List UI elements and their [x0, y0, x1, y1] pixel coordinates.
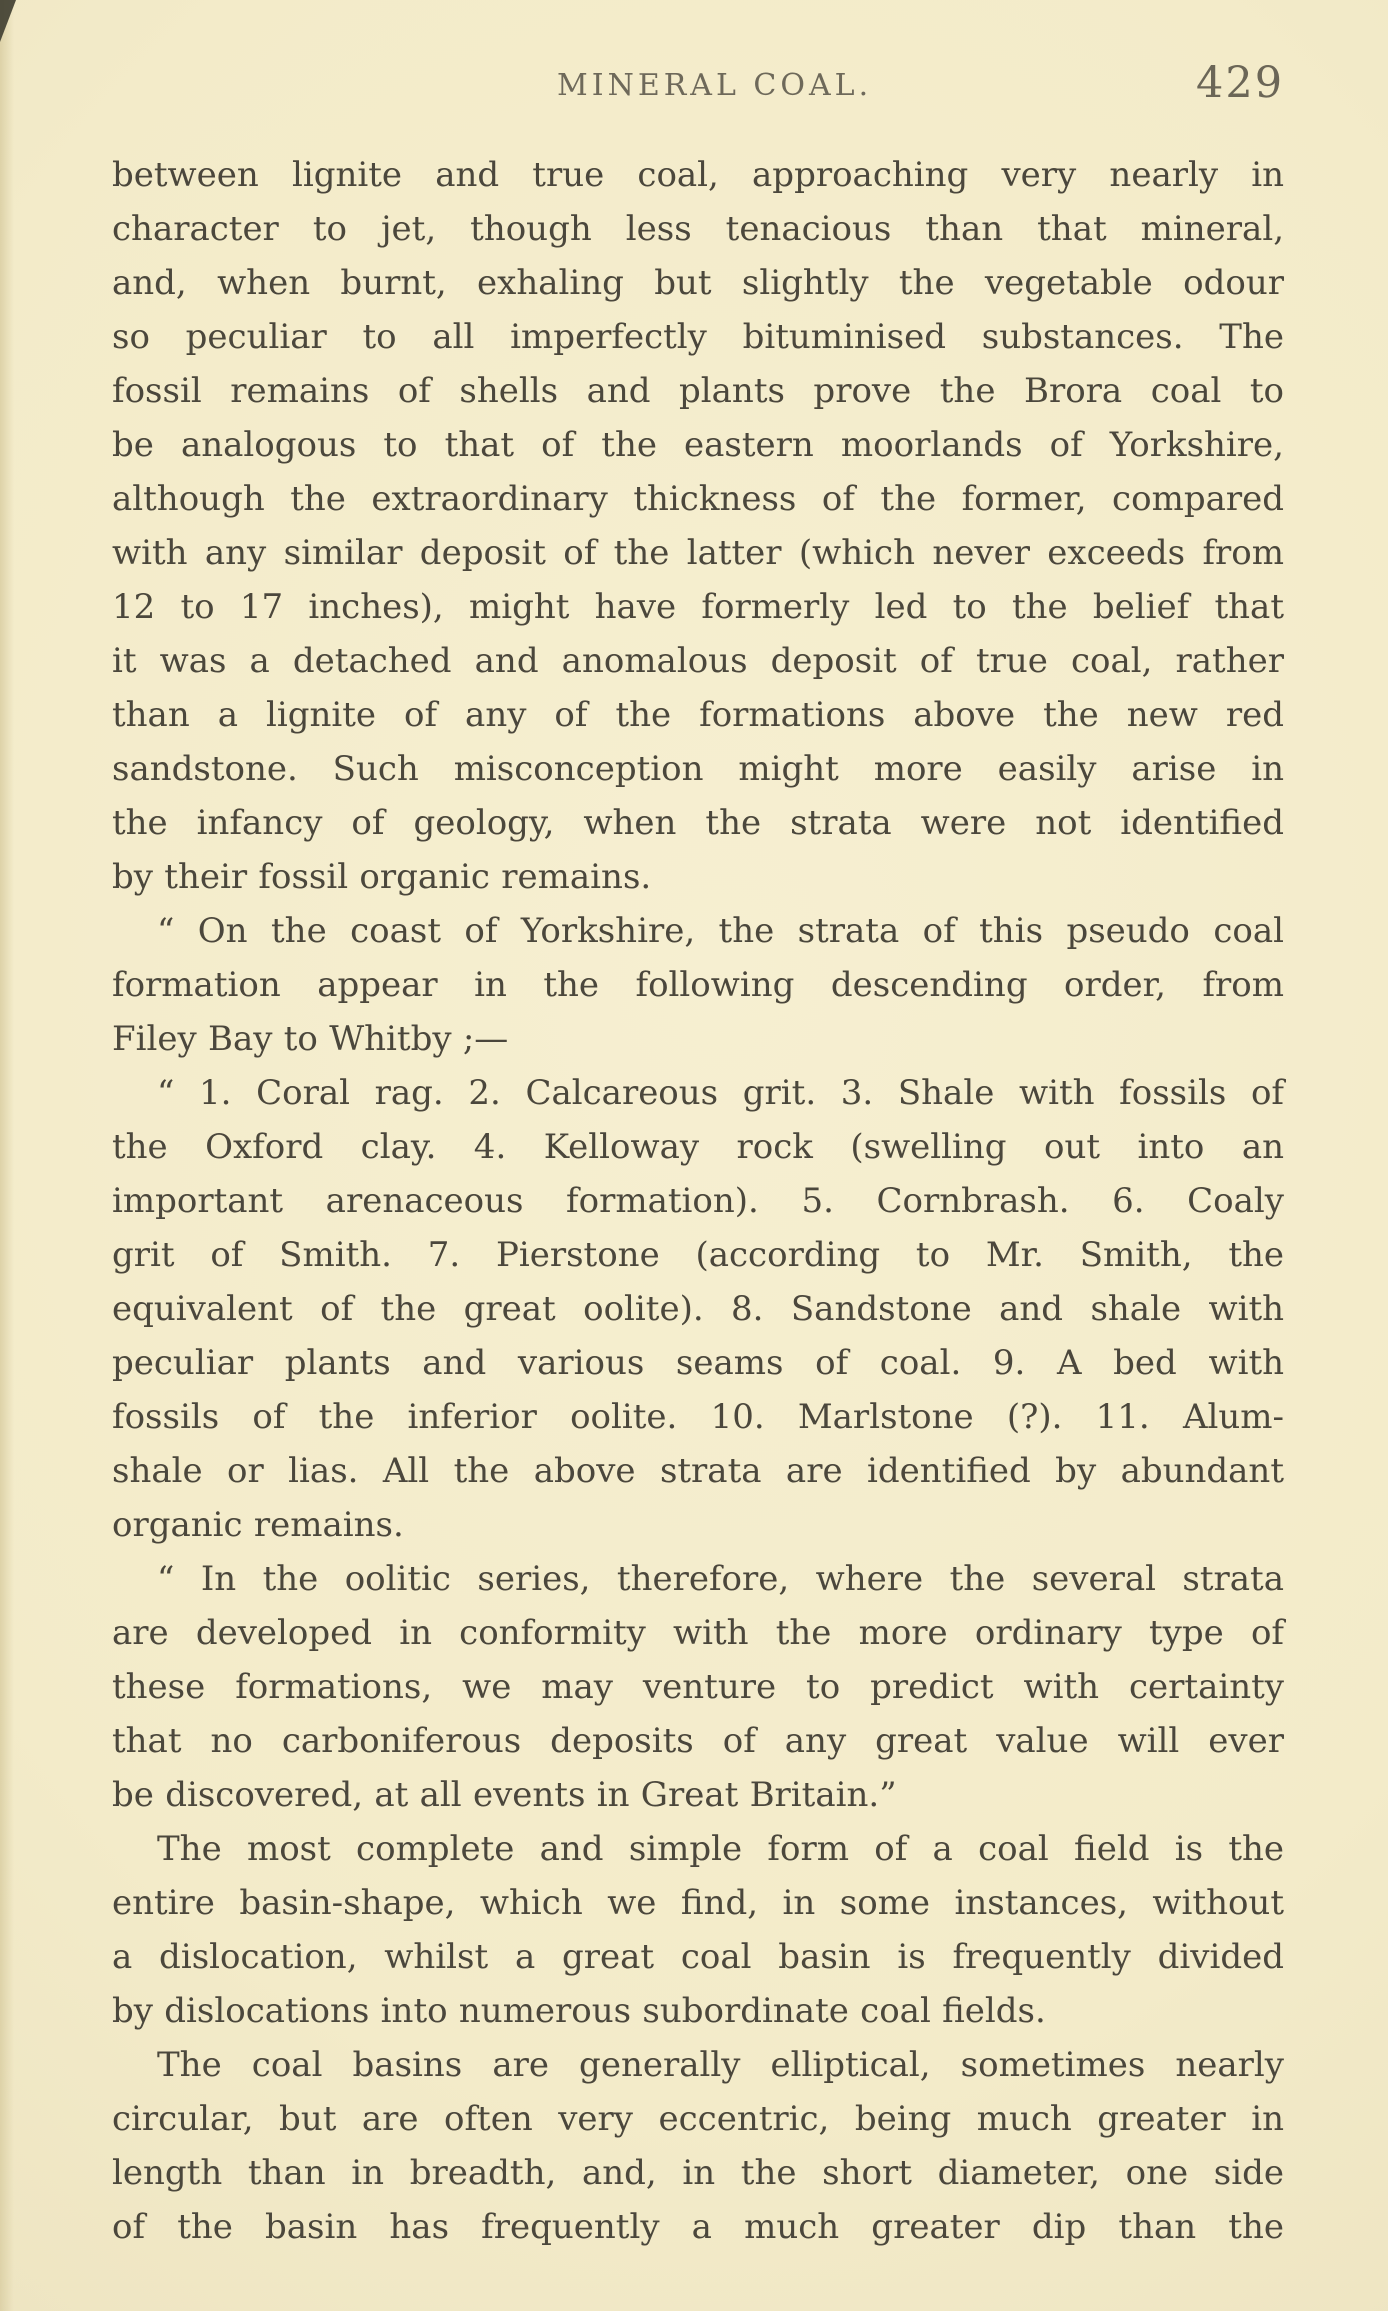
text-line-p1-l13: the infancy of geology, when the strata were not identified: [112, 803, 1284, 843]
page-text-block: [112, 148, 1284, 2254]
text-line-p2-l3: Filey Bay to Whitby ;—: [112, 1019, 509, 1059]
text-line-p6-l2: circular, but are often very eccentric, being much greater in: [112, 2099, 1284, 2139]
text-line-p3-l9: organic remains.: [112, 1505, 404, 1545]
text-line-p2-l1: “ On the coast of Yorkshire, the strata of this pseudo coal: [157, 911, 1284, 951]
text-line-p1-l9: 12 to 17 inches), might have formerly led to the belief that: [112, 587, 1284, 627]
text-line-p1-l8: with any similar deposit of the latter (which never exceeds from: [112, 533, 1284, 573]
text-line-p3-l8: shale or lias. All the above strata are identified by abundant: [112, 1451, 1284, 1491]
text-line-p1-l11: than a lignite of any of the formations above the new red: [112, 695, 1284, 735]
text-line-p4-l2: are developed in conformity with the more ordinary type of: [112, 1613, 1284, 1653]
text-line-p4-l3: these formations, we may venture to predict with certainty: [112, 1667, 1284, 1707]
text-line-p1-l6: be analogous to that of the eastern moorlands of Yorkshire,: [112, 425, 1284, 465]
text-line-p3-l6: peculiar plants and various seams of coal. 9. A bed with: [112, 1343, 1284, 1383]
text-line-p5-l4: by dislocations into numerous subordinate coal fields.: [112, 1991, 1046, 2031]
text-line-p5-l1: The most complete and simple form of a coal field is the: [157, 1829, 1284, 1869]
scan-corner-blemish: [0, 0, 16, 42]
text-line-p1-l10: it was a detached and anomalous deposit of true coal, rather: [112, 641, 1284, 681]
text-line-p3-l1: “ 1. Coral rag. 2. Calcareous grit. 3. Shale with fossils of: [157, 1073, 1284, 1113]
text-line-p3-l5: equivalent of the great oolite). 8. Sandstone and shale with: [112, 1289, 1284, 1329]
text-line-p5-l2: entire basin-shape, which we find, in some instances, without: [112, 1883, 1284, 1923]
text-line-p3-l4: grit of Smith. 7. Pierstone (according to Mr. Smith, the: [112, 1235, 1284, 1275]
text-line-p1-l5: fossil remains of shells and plants prove the Brora coal to: [112, 371, 1284, 411]
text-line-p3-l2: the Oxford clay. 4. Kelloway rock (swelling out into an: [112, 1127, 1284, 1167]
text-line-p1-l4: so peculiar to all imperfectly bituminised substances. The: [112, 317, 1284, 357]
text-line-p1-l12: sandstone. Such misconception might more easily arise in: [112, 749, 1284, 789]
text-line-p1-l7: although the extraordinary thickness of the former, compared: [112, 479, 1284, 519]
text-line-p2-l2: formation appear in the following descending order, from: [112, 965, 1284, 1005]
text-line-p5-l3: a dislocation, whilst a great coal basin is frequently divided: [112, 1937, 1284, 1977]
text-line-p3-l3: important arenaceous formation). 5. Cornbrash. 6. Coaly: [112, 1181, 1284, 1221]
scan-edge-shading: [0, 0, 14, 2311]
text-line-p1-l2: character to jet, though less tenacious than that mineral,: [112, 209, 1284, 249]
text-line-p4-l1: “ In the oolitic series, therefore, where the several strata: [157, 1559, 1284, 1599]
text-line-p1-l1: between lignite and true coal, approaching very nearly in: [112, 155, 1284, 195]
text-line-p4-l4: that no carboniferous deposits of any great value will ever: [112, 1721, 1284, 1761]
text-line-p1-l14: by their fossil organic remains.: [112, 857, 652, 897]
text-line-p6-l4: of the basin has frequently a much greater dip than the: [112, 2207, 1284, 2247]
running-header-title: MINERAL COAL.: [557, 68, 873, 103]
text-line-p6-l1: The coal basins are generally elliptical, sometimes nearly: [157, 2045, 1284, 2085]
text-line-p3-l7: fossils of the inferior oolite. 10. Marlstone (?). 11. Alum-: [112, 1397, 1284, 1437]
text-line-p4-l5: be discovered, at all events in Great Britain.”: [112, 1775, 897, 1815]
page-number: 429: [1196, 58, 1285, 108]
text-line-p6-l3: length than in breadth, and, in the short diameter, one side: [112, 2153, 1284, 2193]
text-line-p1-l3: and, when burnt, exhaling but slightly the vegetable odour: [112, 263, 1284, 303]
